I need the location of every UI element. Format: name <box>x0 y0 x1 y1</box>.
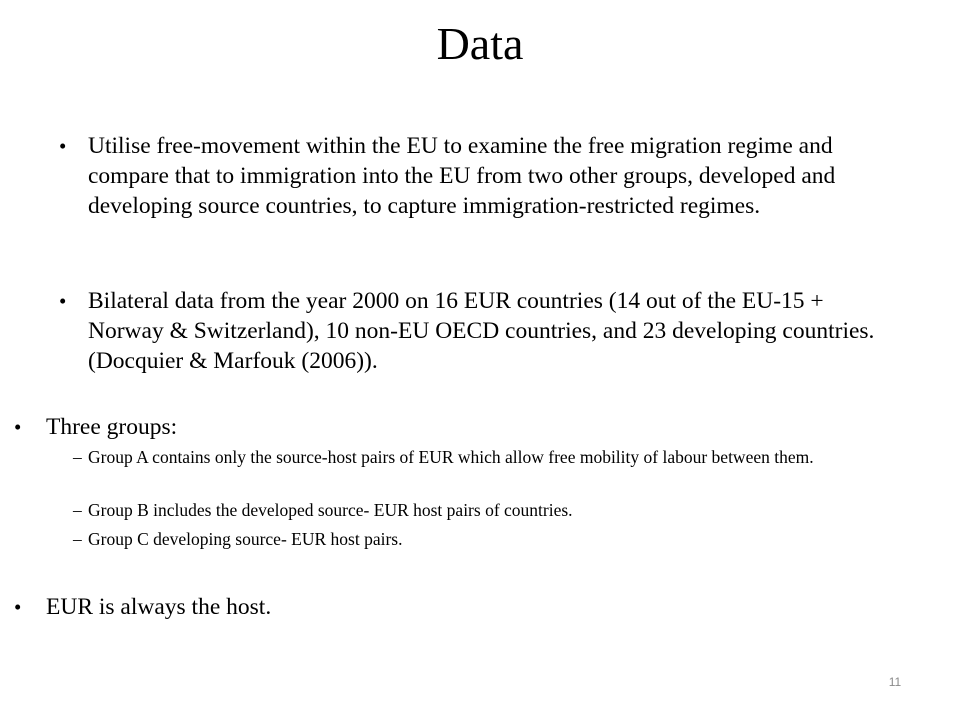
dash-icon: – <box>73 529 82 549</box>
sub-bullet-group-c <box>73 529 873 550</box>
bullet-item-free-movement <box>59 131 889 221</box>
sub-bullet-text: Group B includes the developed source- EUR host pairs of countries. <box>88 500 573 520</box>
bullet-dot-icon: • <box>14 415 22 439</box>
bullet-item-three-groups <box>14 412 914 442</box>
bullet-text: Bilateral data from the year 2000 on 16 EUR countries (14 out of the EU-15 + Norway & Switzerland), 10 non-EU OECD countries, and 23 developing countries. (Docquier & Marfouk (2006)). <box>88 288 875 374</box>
slide-title: Data <box>436 18 524 69</box>
dash-icon: – <box>73 500 82 520</box>
sub-bullet-text: Group C developing source- EUR host pairs. <box>88 529 403 549</box>
sub-bullet-group-b <box>73 500 873 521</box>
bullet-dot-icon: • <box>59 289 67 313</box>
bullet-item-bilateral-data <box>59 286 889 376</box>
bullet-text: EUR is always the host. <box>46 594 272 620</box>
bullet-dot-icon: • <box>59 134 67 158</box>
page-number: 11 <box>888 675 902 689</box>
sub-bullet-group-a <box>73 447 873 468</box>
sub-bullet-text: Group A contains only the source-host pairs of EUR which allow free mobility of labour between them. <box>88 447 814 467</box>
bullet-text: Utilise free-movement within the EU to examine the free migration regime and compare that to immigration into the EU from two other groups, developed and developing source countries, to capture immigration-restricted regimes. <box>88 133 836 219</box>
dash-icon: – <box>73 447 82 467</box>
bullet-item-eur-host <box>14 592 914 622</box>
bullet-dot-icon: • <box>14 595 22 619</box>
bullet-text: Three groups: <box>46 414 178 440</box>
